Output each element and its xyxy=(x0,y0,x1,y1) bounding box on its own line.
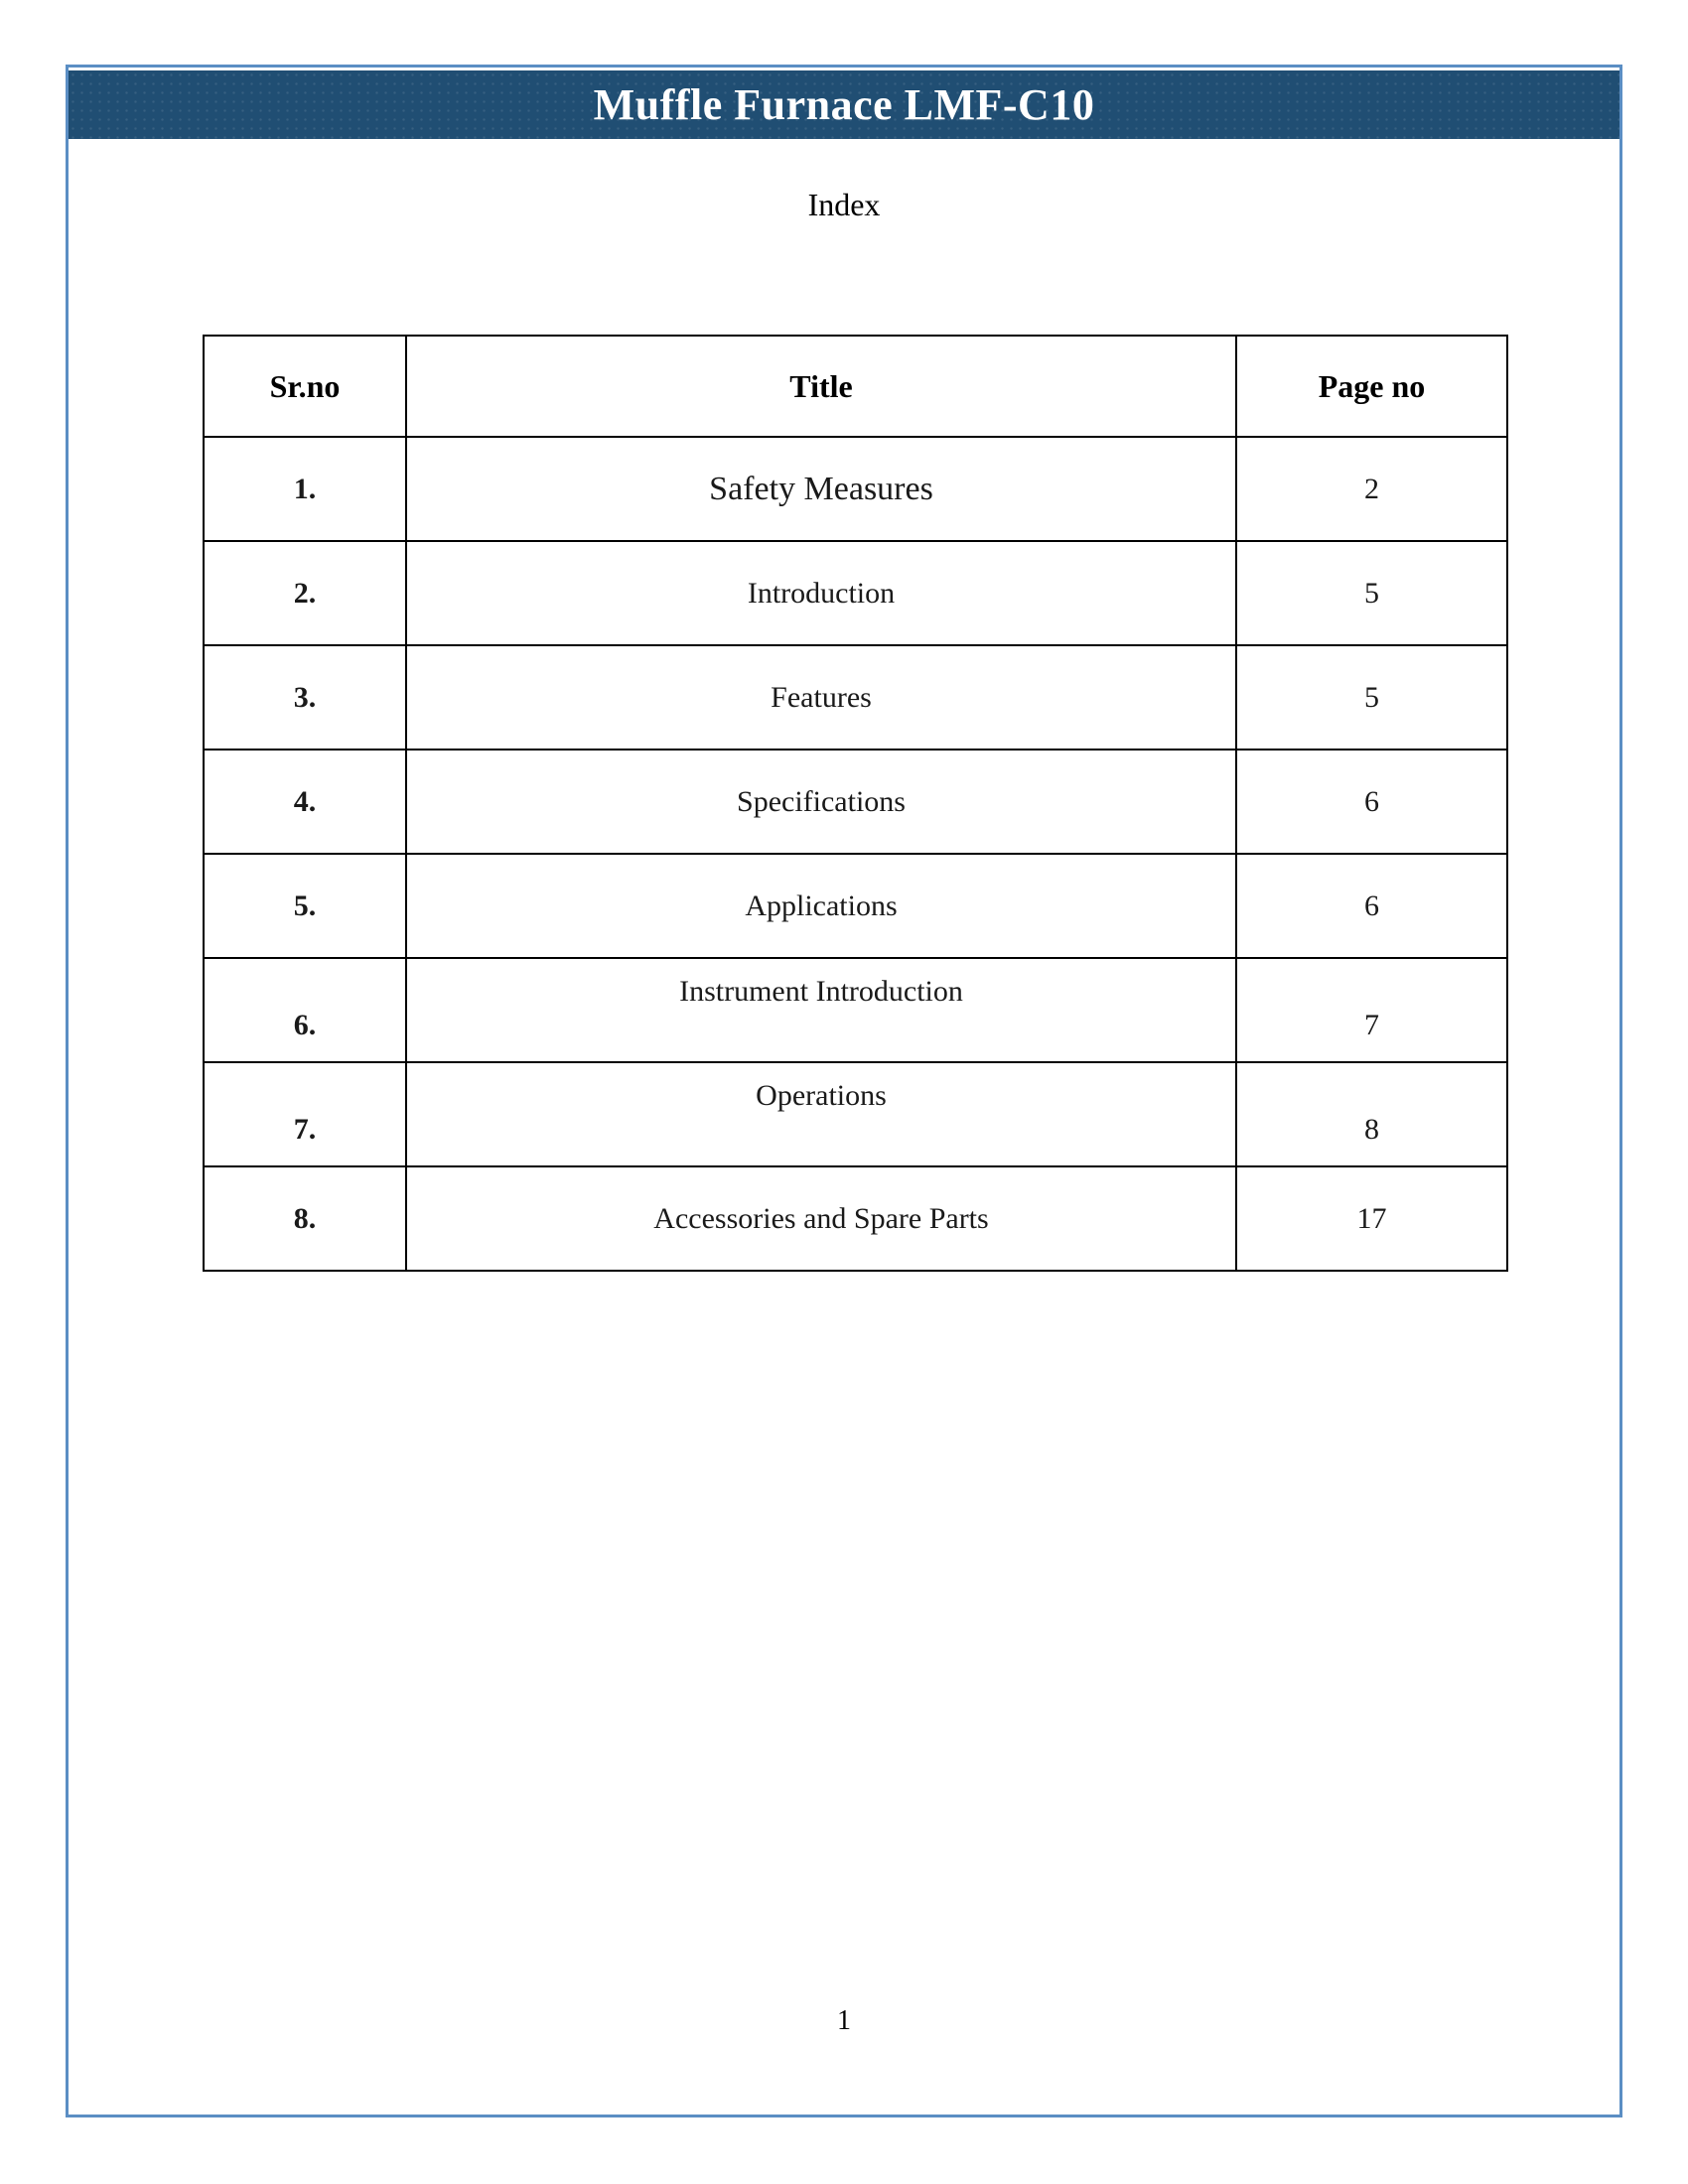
row-title: Features xyxy=(406,645,1236,750)
row-title: Accessories and Spare Parts xyxy=(406,1166,1236,1271)
table-row xyxy=(204,645,1507,750)
row-page: 6 xyxy=(1236,750,1507,854)
column-header-title: Title xyxy=(406,336,1236,437)
table-row xyxy=(204,541,1507,645)
row-page: 17 xyxy=(1236,1166,1507,1271)
index-table xyxy=(203,335,1508,1272)
row-page: 5 xyxy=(1236,645,1507,750)
row-page: 6 xyxy=(1236,854,1507,958)
row-title: Instrument Introduction xyxy=(406,958,1236,1062)
table-row xyxy=(204,1166,1507,1271)
document-header-bar xyxy=(69,70,1619,139)
row-srno: 7. xyxy=(204,1062,406,1166)
row-title: Operations xyxy=(406,1062,1236,1166)
row-page: 8 xyxy=(1236,1062,1507,1166)
table-header-row xyxy=(204,336,1507,437)
page-border xyxy=(66,65,1622,2117)
row-page: 2 xyxy=(1236,437,1507,541)
row-page: 7 xyxy=(1236,958,1507,1062)
row-srno: 4. xyxy=(204,750,406,854)
table-row xyxy=(204,958,1507,1062)
row-page: 5 xyxy=(1236,541,1507,645)
row-title: Safety Measures xyxy=(406,437,1236,541)
document-title: Muffle Furnace LMF-C10 xyxy=(593,80,1095,129)
index-heading: Index xyxy=(807,187,881,222)
column-header-srno: Sr.no xyxy=(204,336,406,437)
table-row xyxy=(204,750,1507,854)
column-header-pageno: Page no xyxy=(1236,336,1507,437)
table-row xyxy=(204,854,1507,958)
row-srno: 1. xyxy=(204,437,406,541)
row-title: Applications xyxy=(406,854,1236,958)
row-title: Introduction xyxy=(406,541,1236,645)
row-srno: 5. xyxy=(204,854,406,958)
page-number: 1 xyxy=(837,2005,851,2036)
table-row xyxy=(204,1062,1507,1166)
row-srno: 8. xyxy=(204,1166,406,1271)
row-title: Specifications xyxy=(406,750,1236,854)
row-srno: 2. xyxy=(204,541,406,645)
row-srno: 6. xyxy=(204,958,406,1062)
table-row xyxy=(204,437,1507,541)
row-srno: 3. xyxy=(204,645,406,750)
